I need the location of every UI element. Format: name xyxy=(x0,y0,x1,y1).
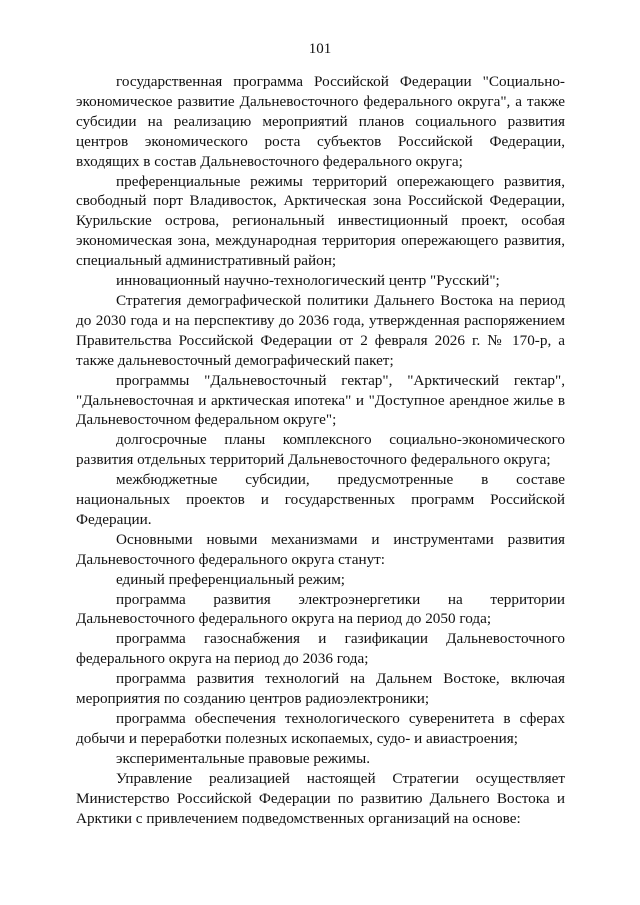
paragraph-new-mechanisms: Основными новыми механизмами и инструментами развития Дальневосточного федерального округа станут: xyxy=(76,530,565,568)
paragraph-electricity-program: программа развития электроэнергетики на территории Дальневосточного федерального округа на период до 2050 года; xyxy=(76,590,565,628)
paragraph-strategy-management: Управление реализацией настоящей Стратегии осуществляет Министерство Российской Федерации по развитию Дальнего Востока и Арктики с привлечением подведомственных организаций на основе: xyxy=(76,769,565,827)
paragraph-legal-regimes: экспериментальные правовые режимы. xyxy=(116,749,371,767)
paragraph-unified-regime: единый преференциальный режим; xyxy=(116,570,346,588)
page-number: 101 xyxy=(308,41,332,57)
paragraph-hectare-programs: программы "Дальневосточный гектар", "Арктический гектар", "Дальневосточная и арктическая ипотека" и "Доступное арендное жилье в Дальневосточном федеральном округе"; xyxy=(76,371,565,429)
paragraph-interbudget-subsidies: межбюджетные субсидии, предусмотренные в составе национальных проектов и государственных программ Российской Федерации. xyxy=(76,471,565,528)
paragraph-preferential-regimes: преференциальные режимы территорий опережающего развития, свободный порт Владивосток, Арктическая зона Российской Федерации, Курильские острова, региональный инвестиционный проект, особая экономическая зона, международная территория опережающего развития, специальный административный район; xyxy=(76,172,565,270)
paragraph-technology-program: программа развития технологий на Дальнем Востоке, включая мероприятия по созданию центров радиоэлектроники; xyxy=(76,670,565,708)
paragraph-gas-program: программа газоснабжения и газификации Дальневосточного федерального округа на период до 2036 года; xyxy=(76,630,565,668)
paragraph-innovation-center: инновационный научно-технологический центр "Русский"; xyxy=(116,272,500,290)
paragraph-demographic-strategy: Стратегия демографической политики Дальнего Востока на период до 2030 года и на перспективу до 2036 года, утвержденная распоряжением Правительства Российской Федерации от 2 февраля 2026 г. № 170-р, а также дальневосточный демографический пакет; xyxy=(76,291,565,369)
paragraph-long-term-plans: долгосрочные планы комплексного социально-экономического развития отдельных территорий Дальневосточного федерального округа; xyxy=(76,431,565,469)
paragraph-state-program: государственная программа Российской Федерации "Социально-экономическое развитие Дальневосточного федерального округа", а также субсидии на реализацию мероприятий планов социального развития центров экономического роста субъектов Российской Федерации, входящих в состав Дальневосточного федерального округа; xyxy=(76,73,565,170)
document-body xyxy=(76,72,565,828)
paragraph-sovereignty-program: программа обеспечения технологического суверенитета в сферах добычи и переработки полезных ископаемых, судо- и авиастроения; xyxy=(76,710,565,747)
